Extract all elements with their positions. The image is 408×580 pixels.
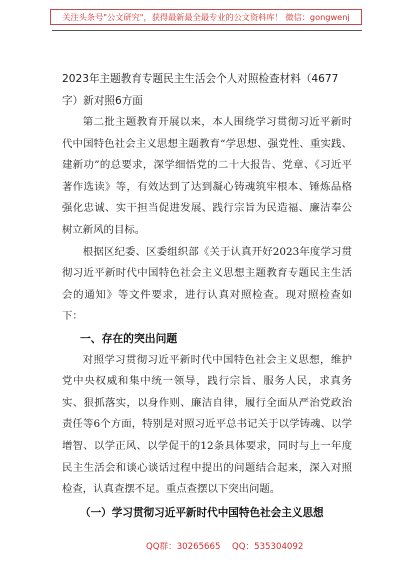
footer-contact xyxy=(0,540,408,554)
paragraph-intro: 第二批主题教育开展以来，本人围绕学习贯彻习近平新时代中国特色社会主义思想主题教育“学思想、强党性、重实践、建新功”的总要求，深学细悟党的二十大报告、党章、《习近平著作选读》等，有效达到了达到凝心铸魂筑牢根本、锤炼品格强化忠诚、实干担当促进发展、践行宗旨为民造福、廉洁奉公树立新风的目标。 xyxy=(62,116,352,236)
footer-qq-group: QQ群：30265665 xyxy=(146,542,221,552)
section-heading-problems: 一、存在的突出问题 xyxy=(80,331,178,345)
header-divider xyxy=(52,30,362,31)
subsection-heading-study: （一）学习贯彻习近平新时代中国特色社会主义思想 xyxy=(80,506,324,519)
header-banner: 关注头条号"公文研究"，获得最新最全最专业的公文资料库！ 微信：gongwenj xyxy=(50,9,362,25)
paragraph-basis: 根据区纪委、区委组织部《关于认真开好2023年度学习贯彻习近平新时代中国特色社会主义思想主题教育专题民主生活会的通知》等文件要求，进行认真对照检查。现对照检查如下： xyxy=(62,245,352,323)
document-title: 2023年主题教育专题民主生活会个人对照检查材料（4677字）新对照6方面 xyxy=(62,73,339,107)
paragraph-problems: 对照学习贯彻习近平新时代中国特色社会主义思想，维护党中央权威和集中统一领导，践行宗旨、服务人民，求真务实、狠抓落实，以身作则、廉洁自律，履行全面从严治党政治责任等6个方面，特别是对照习近平总书记关于以学铸魂、以学增智、以学正风、以学促干的12条具体要求，同时与上一年度民主生活会和谈心谈话过程中提出的问题结合起来，深入对照检查，认真查摆不足。重点查摆以下突出问题。 xyxy=(62,353,352,496)
footer-qq-number: QQ：535304092 xyxy=(232,542,304,552)
document-body xyxy=(62,68,352,524)
